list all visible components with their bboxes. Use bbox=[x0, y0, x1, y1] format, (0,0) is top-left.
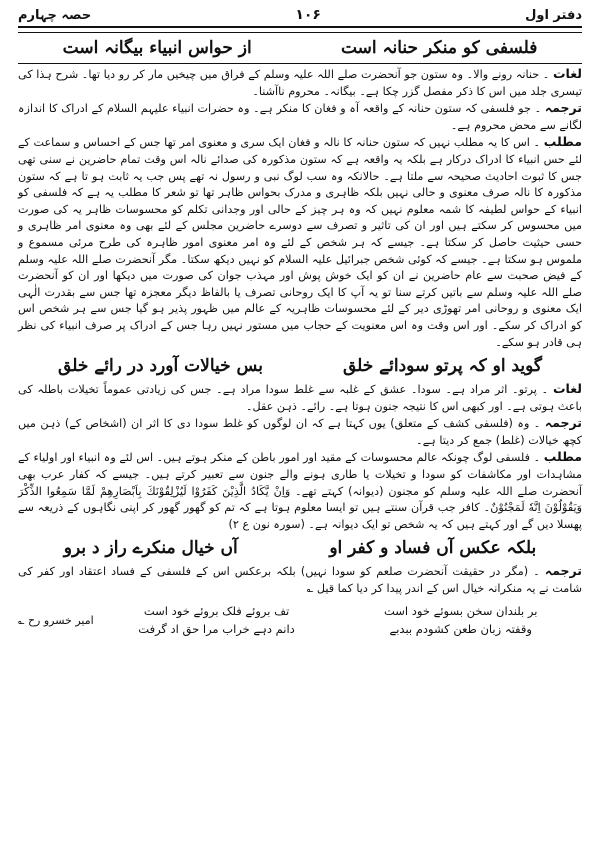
verse-3-left-misra: آں خیال منکرے راز د برو bbox=[63, 538, 238, 559]
verse-1 bbox=[18, 32, 582, 64]
couplet-line-2: تف بروئے فلک بروئے خود است bbox=[143, 603, 290, 618]
couplet-left-column bbox=[138, 602, 295, 638]
header-daftar: دفتر اول bbox=[525, 7, 582, 23]
tarjuma-3-text: ۔ (مگر در حقیقت آنحضرت صلعم کو سودا نہیں) بلکہ برعکس اس کے فلسفی کے فساد اعتقاد اور کفر کی شامت نے یہ منکرانہ خیال اس کے اندر پیدا کر دیا کما قیل ؎ bbox=[18, 565, 582, 596]
matlab-2-text: ۔ فلسفی لوگ چونکہ عالم محسوسات کے مقید اور امور باطن کے منکر ہوتے ہیں۔ اس لئے وہ انبیاء اور اولیاء کے مشاہدات اور مکاشفات کو سودا و تخیلات یا طاری ہونے والے جنون سے تعبیر کرتے ہیں۔ جیسے کہ کفار عرب بھی آنحضرت صلے اللہ علیہ وسلم کو مجنون (دیوانہ) کہتے تھے۔ وَاِنْ يَّكَادُ الَّذِيْنَ كَفَرُوْا لَيُزْلِقُوْنَكَ بِاَبْصَارِهِمْ لَمَّا سَمِعُوا الذِّكْرَ وَيَقُوْلُوْنَ اِنَّهٗ لَمَجْنُوْنٌ۔ کافر جب قرآن سنتے ہیں تو ایسا معلوم ہوتا ہے کہ تم کو گھور گھور کر اپنی نگاہوں کے ذریعہ سے پھسلا دیں گے اور کہتے ہیں کہ یہ شخص تو ایک دیوانہ ہے۔ (سورہ نون ع ۲) bbox=[18, 451, 582, 531]
tarjuma-3-label: ترجمہ bbox=[544, 563, 582, 579]
page-header bbox=[18, 4, 582, 28]
tarjuma-1-label: ترجمہ bbox=[544, 100, 582, 116]
verse-2-right-misra: گوید او کہ پرتو سودائے خلق bbox=[342, 356, 543, 377]
couplet-lines bbox=[94, 602, 582, 638]
couplet-poet: امیر خسرو رح ؎ bbox=[18, 613, 94, 627]
lughat-2-text: ۔ پرتو۔ اثر مراد ہے۔ سودا۔ عشق کے غلبہ سے غلط سودا مراد ہے۔ جس کی زیادتی عموماً تخیلات باطلہ کی باعث ہوتی ہے۔ اور کبھی اس کا نتیجہ جنون ہوتا ہے۔ رائے۔ ذہن عقل۔ bbox=[18, 383, 582, 413]
verse-3-right-misra: بلکہ عکس آں فساد و کفر او bbox=[329, 538, 537, 559]
closing-couplet bbox=[18, 602, 582, 638]
couplet-right-column bbox=[384, 602, 537, 638]
verse-2 bbox=[18, 351, 582, 381]
couplet-line-1: بر بلندان سخن بسوئے خود است bbox=[383, 603, 538, 618]
verse-3 bbox=[18, 533, 582, 563]
couplet-line-4: دانم دہے خراب مرا حق اد گرفت bbox=[138, 621, 295, 636]
tarjuma-2-label: ترجمہ bbox=[544, 415, 582, 431]
tarjuma-1-text: ۔ جو فلسفی کہ ستون حنانہ کے واقعہ آہ و فغان کا منکر ہے۔ وہ حضرات انبیاء علیہم السلام کے ادراک کا اندازہ لگانے سے محض محروم ہے۔ bbox=[18, 102, 582, 132]
lughat-1 bbox=[18, 66, 582, 100]
matlab-2-label: مطلب bbox=[543, 449, 582, 465]
lughat-2 bbox=[18, 381, 582, 415]
header-hissa: حصہ چہارم bbox=[18, 7, 92, 23]
matlab-1 bbox=[18, 134, 582, 351]
verse-1-right-misra: فلسفی کو منکر حنانہ است bbox=[340, 38, 538, 58]
tarjuma-1 bbox=[18, 100, 582, 134]
lughat-1-label: لغات bbox=[552, 66, 582, 81]
verse-2-left-misra: بس خیالات آورد در رائے خلق bbox=[58, 356, 263, 377]
tarjuma-2-text: ۔ وہ (فلسفی کشف کے متعلق) یوں کہتا ہے کہ ان لوگوں کو غلط سودا دی کا اثر ان (اشخاص کے) ذہن میں کچھ خیالات (غلط) جمع کر دیتا ہے۔ bbox=[18, 417, 582, 447]
lughat-2-label: لغات bbox=[552, 381, 582, 397]
page-number: ۱۰۶ bbox=[295, 7, 321, 23]
matlab-1-label: مطلب bbox=[543, 134, 582, 150]
verse-1-left-misra: از حواس انبیاء بیگانہ است bbox=[62, 38, 252, 58]
couplet-line-3: وقفتہ زبان طعن کشودم ببدبے bbox=[389, 621, 532, 636]
matlab-2 bbox=[18, 449, 582, 533]
lughat-1-text: ۔ حنانہ رونے والا۔ وہ ستون جو آنحضرت صلے اللہ علیہ وسلم کے فراق میں چیخیں مار کر رو دیا تھا۔ شرح ہذا کی تیسری جلد میں اس کا ذکر مفصل گزر چکا ہے۔ بیگانہ۔ محروم ناآشنا۔ bbox=[18, 68, 582, 98]
matlab-1-text: ۔ اس کا یہ مطلب نہیں کہ ستون حنانہ کا نالہ و فغان ایک سری و معنوی امر تھا جس کے احساس و سماعت کے لئے حس انبیاء کا ادراک درکار ہے بلکہ یہ واقعہ ہے کہ ستون مذکورہ کی صدائے نالہ اس وقت تمام حاضرین نے سنی تھی جس کا ثبوت احادیث صحیحہ سے ملتا ہے۔ حالانکہ وہ سب لوگ نبی و رسول نہ تھے پس جب یہ ثابت ہو تا ہے کہ ستون مذکورہ کا نالہ صرف معنوی و حالی نہیں بلکہ ظاہری و مدرک بحواس ظاہر تھا تو شعر کا مطلب یہ ہے کہ فلسفی کو انبیاء کے حواس لطیفہ کا شمہ معلوم نہیں کہ وہ ہر چیز کے حالی اور وجدانی تکلم کو محسوسات ظاہر یہ کی صورت میں محسوس کر سکتے ہیں اور ان کی تاثیر و تصرف سے دوسرے حاضرین مجلس کے لئے بھی وہ معنوی امر ظاہری و حسی حیثیت حاصل کر سکتا ہے۔ جیسے کہ ہر شخص کے لئے وہ امر معنوی امور ظاہرہ کی طرح مرئی مسموع و ملموس ہو سکتا ہے۔ جیسے کہ کوئی شخص جبرائیل علیہ السلام کو نہیں دیکھ سکتا۔ مگر آنحضرت صلے اللہ علیہ وسلم کے فیض صحبت سے عام حاضرین نے ان کو ایک خوش پوش اور مہذب جوان کی صورت میں دیکھا اور ان کو آنحضرت صلے اللہ علیہ وسلم سے باتیں کرتے سنا تو یہ آپ کا ایک روحانی تصرف یا بالفاظ دیگر معجزہ تھا جس سے بقدرت الٰہی ایک معنوی و روحانی امر تھوڑی دیر کے لئے محسوسات ظاہریہ کے عالم میں ظہور پذیر ہو گیا جس سے ہر شخص اس کو ادراک کر سکے۔ اور اس وقت وہ اس معنویت کے حجاب میں مستور نہیں رہا جس کے ادراک پر صرف انبیاء کی نظر ہی قادر ہو سکے۔ bbox=[18, 136, 582, 349]
tarjuma-3 bbox=[18, 563, 582, 597]
tarjuma-2 bbox=[18, 415, 582, 449]
